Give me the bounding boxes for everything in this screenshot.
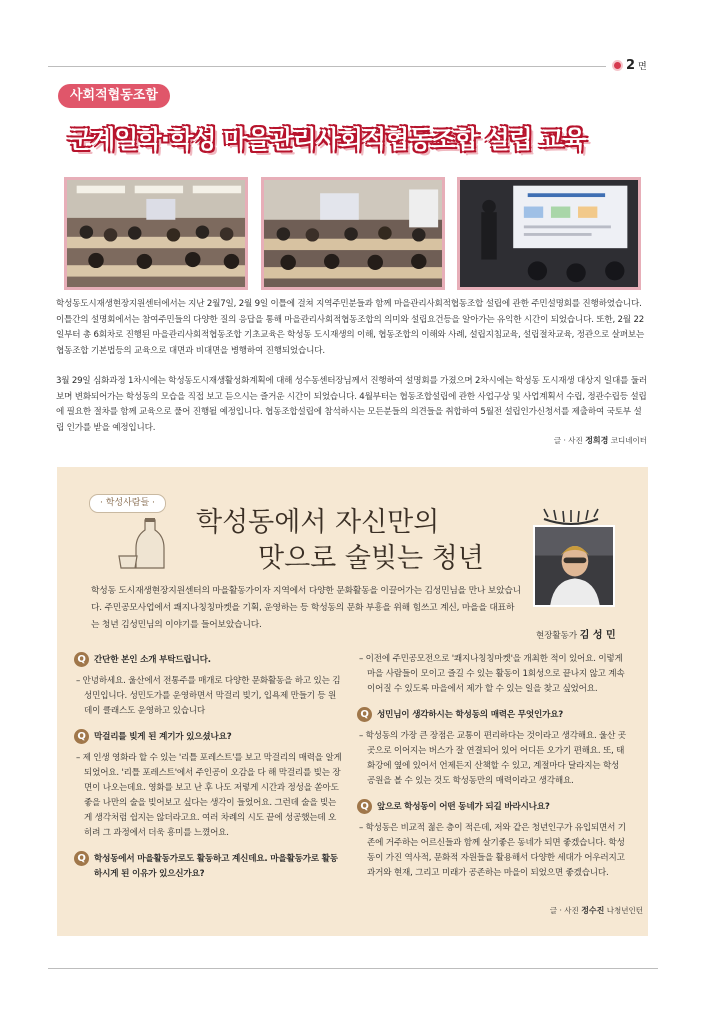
qa-column-right: [357, 652, 627, 891]
question-text: 간단한 본인 소개 부탁드립니다.: [94, 655, 211, 665]
presentation-photo-3: [457, 177, 641, 290]
answer-text: – 이전에 주민공모전으로 '쾌지나칭칭마켓'을 개최한 적이 있어요. 이렇게 마을 사람들이 모이고 즐길 수 있는 활동이 1회성으로 끝나지 않고 계속 이어질 수 있도록 마을에서 제가 할 수 있는 일을 찾고 싶었어요.: [359, 654, 625, 694]
meeting-photo-1: [64, 177, 248, 290]
answer-text: – 제 인생 영화라 할 수 있는 '리틀 포레스트'를 보고 막걸리의 매력을 알게 되었어요. '리틀 포레스트'에서 주인공이 오감을 다 해 막걸리를 빚는 장면이 나오는데요. 영화를 보고 난 후 나도 저렇게 시간과 정성을 쏟아도 좋을 나만의 술을 빚어보고 싶다는 생각이 들었어요. 그런데 술을 빚는게 생각처럼 쉽지는 않더라고요. 여러 차례의 시도 끝에 성공했는데 오히려 그 과정에서 더욱 흥미를 느꼈어요.: [76, 753, 342, 838]
q-badge-icon: Q: [74, 851, 89, 866]
header-divider: [48, 66, 606, 67]
portrait-caption: 현장활동가 김 성 민: [536, 630, 616, 641]
section-tag-hakseong-people: · 학성사람들 ·: [89, 494, 166, 513]
qa-item: [74, 652, 344, 719]
q-badge-icon: Q: [357, 707, 372, 722]
article2-credit: 글 · 사진 정수진 나청년인턴: [549, 906, 643, 915]
question-text: 앞으로 학성동이 어떤 동네가 되길 바라시나요?: [377, 802, 550, 812]
answer-text: – 학성동의 가장 큰 장점은 교통이 편리하다는 것이라고 생각해요. 울산 곳곳으로 이어지는 버스가 잘 연결되어 있어 어디든 오가기 편해요. 또, 태화강에 옆에 있어서 언제든지 산책할 수 있고, 계절마다 달라지는 학성공원을 볼 수 있는 것도 학성동만의 매력이라고 생각해요.: [359, 731, 626, 786]
qa-item: [357, 707, 627, 789]
q-badge-icon: Q: [357, 799, 372, 814]
page-number: 2 면: [612, 58, 647, 73]
footer-divider: [48, 968, 658, 969]
qa-item: [74, 729, 344, 841]
article2-title-line1: 학성동에서 자신만의: [196, 507, 440, 538]
article2-intro: 학성동 도시재생현장지원센터의 마을활동가이자 지역에서 다양한 문화활동을 이끌어가는 김성민님을 만나 보았습니다. 주민공모사업에서 쾌지나칭칭마켓을 기획, 운영하는 등 학성동의 문화 부흥을 위해 힘쓰고 계신, 마을을 대표하는 청년 김성민님의 이야기를 들어보았습니다.: [91, 586, 521, 630]
question-text: 성민님이 생각하시는 학성동의 매력은 무엇인가요?: [377, 710, 564, 720]
question-text: 막걸리를 빚게 된 계기가 있으셨나요?: [94, 732, 232, 742]
q-badge-icon: Q: [74, 652, 89, 667]
article1-title: 군계일학·학성 마을관리사회적협동조합 설립 교육: [68, 125, 586, 154]
article1-credit: 글 · 사진 정희경 코디네이터: [553, 436, 647, 445]
answer-text: – 안녕하세요. 울산에서 전통주를 매개로 다양한 문화활동을 하고 있는 김성민입니다. 성민도가를 운영하면서 막걸리 빚기, 입욕제 만들기 등 원데이 클래스도 운영하고 있습니다: [76, 676, 341, 716]
article1-paragraph-2: 3월 29일 심화과정 1차시에는 학성동도시재생활성화계획에 대해 성수동센터장님께서 진행하여 설명회를 가졌으며 2차시에는 학성동 도시재생 대상지 일대를 둘러보며 변화되어가는 학성동의 모습을 직접 보고 듣으시는 즐거운 시간이 되었습니다. 4월부터는 협동조합설립에 관한 사업구상 및 사업계획서 수립, 정관수립등 설립에 필요한 절차를 함께 교육으로 풀어 진행될 예정입니다. 협동조합설립에 참석하시는 모든분들의 의견들을 취합하여 5월전 설립인가신청서를 제출하여 국토부 설립 인가를 받을 예정입니다.: [56, 376, 647, 433]
answer-text: – 학성동은 비교적 젊은 층이 적은데, 저와 같은 청년인구가 유입되면서 기존에 거주하는 어르신들과 함께 살기좋은 동네가 되면 좋겠습니다. 학성동이 가진 역사적, 문화적 자원들을 활용해서 다양한 세대가 어우러지고 과거와 현재, 그리고 미래가 공존하는 마을이 되었으면 좋겠습니다.: [359, 823, 626, 878]
qa-column-left: [74, 652, 344, 892]
qa-item: [357, 799, 627, 881]
qa-item: [357, 652, 627, 697]
question-text: 학성동에서 마을활동가로도 활동하고 계신데요. 마을활동가로 활동하시게 된 이유가 있으신가요?: [94, 854, 338, 879]
article1-paragraph-1: 학성동도시재생현장지원센터에서는 지난 2월7일, 2월 9일 이틀에 걸쳐 지역주민분들과 함께 마을관리사회적협동조합 설립에 관한 주민설명회를 진행하였습니다. 이틀간의 설명회에서는 참여주민들의 다양한 질의 응답을 통해 마을관리사회적협동조합의 의미와 설립요건등을 알아가는 유익한 시간이 되었습니다. 또한, 2월 22일부터 총 6회차로 진행된 마을관리사회적협동조합 기초교육은 학성동 도시재생의 이해, 협동조합의 이해와 사례, 설립지침교육, 설립절차교육, 정관으로 살펴보는 협동조합 기본법등의 교육으로 대면과 비대면을 병행하여 진행되었습니다.: [56, 299, 645, 356]
qa-item: [74, 851, 344, 882]
sake-bottle-icon: [115, 516, 169, 572]
q-badge-icon: Q: [74, 729, 89, 744]
article2-title-line2: 맛으로 술빚는 청년: [258, 543, 484, 574]
section-tag-social-coop: 사회적협동조합: [58, 84, 170, 108]
meeting-photo-2: [261, 177, 445, 290]
portrait-photo: [533, 525, 615, 607]
eyelashes-icon: [540, 503, 602, 525]
flower-icon: [612, 60, 623, 71]
